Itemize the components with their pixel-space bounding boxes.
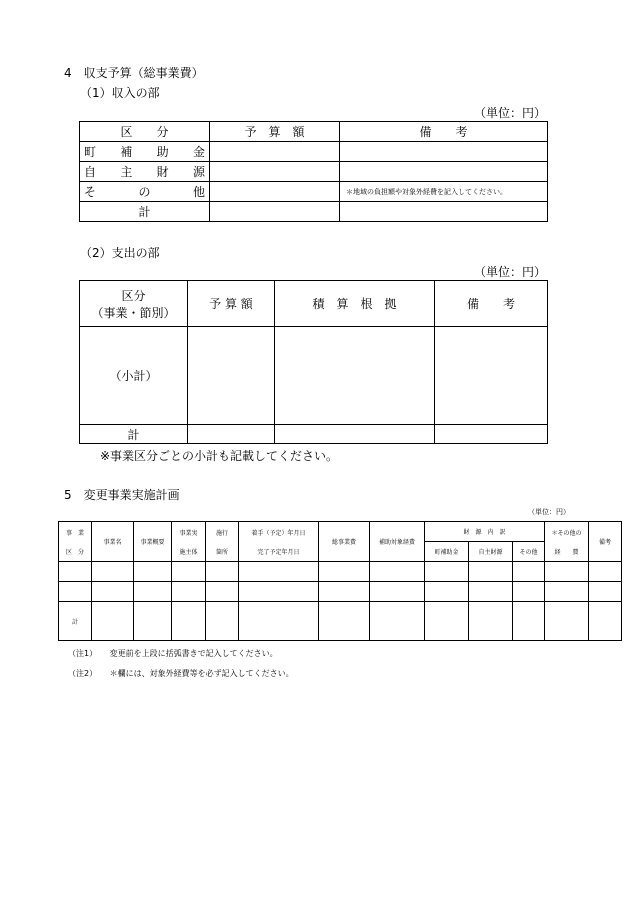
plan-cell[interactable] [469,562,513,582]
plan-cell[interactable] [545,602,589,641]
plan-cell[interactable] [589,582,622,602]
plan-cell[interactable] [513,562,545,582]
plan-header-location [206,522,239,562]
income-row-1-note[interactable] [340,162,548,182]
plan-note-2-label: （注2） [68,669,98,678]
plan-cell[interactable] [545,582,589,602]
expense-note: ※事業区分ごとの小計も記載してください。 [100,449,339,463]
plan-note-1-text: 変更前を上段に括弧書きで記入してください。 [109,649,278,658]
plan-cell[interactable] [206,562,239,582]
table-row [59,602,622,641]
plan-cell[interactable] [172,562,206,582]
income-row-0-note[interactable] [340,142,548,162]
plan-cell[interactable] [92,582,134,602]
plan-note-2-text: ＊欄には、対象外経費等を必ず記入してください。 [109,669,294,678]
plan-cell[interactable] [469,602,513,641]
plan-cell[interactable] [469,582,513,602]
income-row-0-label: 町 補 助 金 [84,145,205,159]
plan-header-other [545,522,589,562]
plan-total-label: 計 [59,602,92,641]
plan-cell[interactable] [425,562,469,582]
expense-total-basis[interactable] [275,425,435,444]
expense-header-budget: 予 算 額 [188,281,275,327]
plan-header-summary: 事業概要 [134,522,172,562]
income-header-budget: 予 算 額 [210,122,340,142]
income-row-1-budget[interactable] [210,162,340,182]
expense-header-basis: 積 算 根 拠 [275,281,435,327]
plan-cell[interactable] [206,602,239,641]
table-row [59,582,622,602]
plan-cell[interactable] [370,562,425,582]
plan-header-category-line2: 区 分 [65,548,84,556]
income-row-2-budget[interactable] [210,182,340,202]
plan-cell[interactable] [319,602,370,641]
income-row-1-label: 自 主 財 源 [84,165,205,179]
plan-cell[interactable] [513,602,545,641]
plan-header-funding: 財 源 内 訳 [425,522,545,542]
income-subtitle: （1）収入の部 [80,86,160,100]
plan-cell[interactable] [239,602,319,641]
plan-cell[interactable] [92,602,134,641]
expense-table [79,280,548,444]
expense-header-category-line1: 区分 [121,288,146,303]
expense-subtotal-label: （小計） [80,327,188,425]
plan-cell[interactable] [172,602,206,641]
plan-cell[interactable] [172,582,206,602]
plan-cell[interactable] [545,562,589,582]
plan-note-1 [68,648,278,659]
income-table [79,121,548,222]
plan-cell[interactable] [134,562,172,582]
plan-cell[interactable] [239,582,319,602]
expense-subtotal-budget[interactable] [188,327,275,425]
plan-header-funding-other: その他 [513,542,545,562]
income-row-label [80,182,210,202]
plan-cell[interactable] [425,602,469,641]
income-total-budget[interactable] [210,202,340,222]
plan-header-eligible-cost: 補助対象経費 [370,522,425,562]
plan-header-funding-own: 自主財源 [469,542,513,562]
section5-title: 5 変更事業実施計画 [64,488,180,502]
income-header-category: 区 分 [80,122,210,142]
section5-unit: （単位：円） [528,508,570,516]
income-row-0-budget[interactable] [210,142,340,162]
plan-cell[interactable] [92,562,134,582]
expense-header-category-line2: （事業・節別） [91,305,176,320]
plan-cell[interactable] [59,582,92,602]
expense-unit: （単位：円） [473,265,546,279]
plan-cell[interactable] [134,602,172,641]
plan-cell[interactable] [370,602,425,641]
plan-cell[interactable] [589,562,622,582]
plan-note-2 [68,668,294,679]
plan-cell[interactable] [370,582,425,602]
plan-cell[interactable] [59,562,92,582]
income-unit: （単位：円） [473,106,546,120]
expense-subtotal-remarks[interactable] [435,327,548,425]
plan-note-1-label: （注1） [68,649,98,658]
plan-header-category [59,522,92,562]
income-row-2-label: そ の 他 [84,185,205,199]
plan-header-location-line2: 箇所 [215,548,228,556]
plan-cell[interactable] [319,582,370,602]
expense-subtotal-basis[interactable] [275,327,435,425]
plan-header-name: 事業名 [92,522,134,562]
plan-cell[interactable] [319,562,370,582]
table-row [59,562,622,582]
plan-header-dates-line1: 着手（予定）年月日 [251,529,306,537]
plan-table [58,521,622,641]
expense-total-label: 計 [80,425,188,444]
plan-header-other-line2: 経 費 [554,548,579,556]
plan-header-location-line1: 施行 [215,529,228,537]
plan-header-dates [239,522,319,562]
plan-header-total-cost: 総事業費 [319,522,370,562]
plan-cell[interactable] [239,562,319,582]
section4-title: 4 収支予算（総事業費） [64,66,204,80]
income-total-note[interactable] [340,202,548,222]
plan-header-implementer-line2: 施主体 [179,548,198,556]
plan-header-category-line1: 事 業 [65,529,84,537]
plan-header-funding-town: 町補助金 [425,542,469,562]
plan-cell[interactable] [206,582,239,602]
income-row-label [80,162,210,182]
plan-header-implementer [172,522,206,562]
income-row-2-note[interactable]: ＊地域の負担額や対象外経費を記入してください。 [340,182,548,202]
plan-cell[interactable] [134,582,172,602]
income-total-label: 計 [80,202,210,222]
expense-header-category [80,281,188,327]
plan-cell[interactable] [589,602,622,641]
expense-subtitle: （2）支出の部 [80,246,160,260]
expense-header-remarks: 備 考 [435,281,548,327]
plan-header-implementer-line1: 事業実 [179,529,198,537]
income-header-remarks: 備 考 [340,122,548,142]
plan-cell[interactable] [513,582,545,602]
plan-cell[interactable] [425,582,469,602]
expense-total-remarks[interactable] [435,425,548,444]
expense-total-budget[interactable] [188,425,275,444]
income-row-label [80,142,210,162]
plan-header-dates-line2: 完了予定年月日 [257,548,300,556]
plan-header-other-line1: ＊その他の [551,529,582,537]
plan-header-remarks: 備考 [589,522,622,562]
